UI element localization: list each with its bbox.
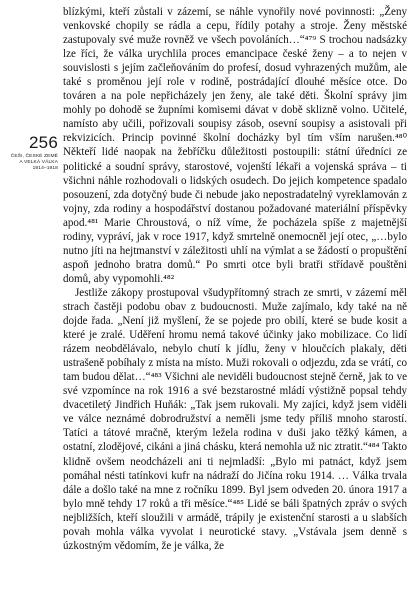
running-head-line: A VELKÁ VÁLKA <box>19 160 58 166</box>
body-text <box>63 5 407 553</box>
paragraph: Jestliže zákopy prostupoval všudypřítomný strach ze smrti, v zázemí měl strach častěji podobu obav z budoucnosti. Muže zajímalo, kdy také na ně dojde řada. „Není již myšlení, že se pojede pro obilí, které se bude kosit a které je zralé. Uděření hromu nemá takové účinky jako mobilizace. Co lidí rázem neobdělávalo, nebylo chutí k jídlu, ženy v hloučcích plakaly, děti ustrašeně pobíhaly z místa na místo. Muži rokovali o odjezdu, zda se vrátí, co tam budou dělat…“⁴⁸³ Všichni ale neviděli budoucnost stejně černě, jak to ve své vzpomínce na rok 1916 a své bezstarostné mládí výstižně popsal tehdy dvacetiletý Jindřich Huňák: „Tak jsem rukovali. My zajíci, když jsem viděli ve válce neznámé dobrodružství a neměli jsme tedy příliš mnoho starostí. Tatíci a tátové mračně, kterým ležela rodina v duši jako těžký kámen, a ostatní, zlodějové, cikáni a jiná chásku, která nemohla už nic ztratit.“⁴⁸⁴ Takto klidně ovšem neodcházeli ani ti nejmladší: „Bylo mi patnáct, když jsem pomáhal nésti tatínkovi kufr na nádraží do Jičína roku 1914. … Válka trvala dále a došlo také na mne z ročníku 1899. Byl jsem odveden 20. února 1917 a bylo mně tehdy 17 roků a tři měsíce.“⁴⁸⁵ Lidé se báli špatných zpráv o svých nejbližších, kteří sloužili v armádě, trápily je existenční starosti a u slabších povah mohla válka vyvolat i neurotické stavy. „Vstávala jsem denně s úzkostným vědomím, že je válka, že <box>63 286 408 552</box>
running-head <box>0 154 58 173</box>
running-head-line: 1914–1918 <box>32 166 58 172</box>
running-head-line: ČEŠI, ČESKÉ ZEMĚ <box>10 154 58 159</box>
paragraph: blízkými, kteří zůstali v zázemí, se náhle vynořily nové povinnosti: „Ženy venkovské chopily se rádla a cepu, řídily potahy a stroje. Ženy městské zastupovaly své muže rovněž ve všech povoláních…“⁴⁷⁹ S trochou nadsázky lze říci, že válka urychlila proces emancipace české ženy – a to nejen v souvislosti s jejím začleňováním do profesí, dosud vyhrazených mužům, ale také s proměnou její role v rodině, postrádající dlouhé měsíce otce. Do továren a na pole nepřicházely jen ženy, ale také děti. Školní správy jim mohly po dohodě se župními komisemi dávat v době sklizně volno. Učitelé, namísto aby učili, pořizovali soupisy zásob, osevní soupisy a asistovali při rekvizicích. Princip povinné školní docházky byl tím vším narušen.⁴⁸⁰ Někteří lidé naopak na žebříčku důležitosti postoupili: státní úředníci ze politické a soudní správy, starostové, vojenští lékaři a vojenská správa – ti všichni náhle rozhodovali o lidských osudech. Do jejich kompetence spadalo posouzení, zda dotyčný bude či nebude jako nepostradatelný vyreklamován z vojny, zda rodiny a hospodářství dostanou požadované materiální příspěvky apod.⁴⁸¹ Marie Chroustová, o níž víme, že pocházela spíše z majetnější rodiny, vypráví, jak v roce 1917, když smrtelně onemocněl její otec, „…bylo nutno jíti na hejtmanství v záležitosti uhlí na výmlat a se žádostí o propuštění aspoň jednoho bratra domů.“ Po smrti otce byli bratři střídavě pouštěni domů, aby vypomohli.⁴⁸² <box>63 6 407 285</box>
page-number: 256 <box>29 133 58 152</box>
margin-column <box>0 134 58 173</box>
